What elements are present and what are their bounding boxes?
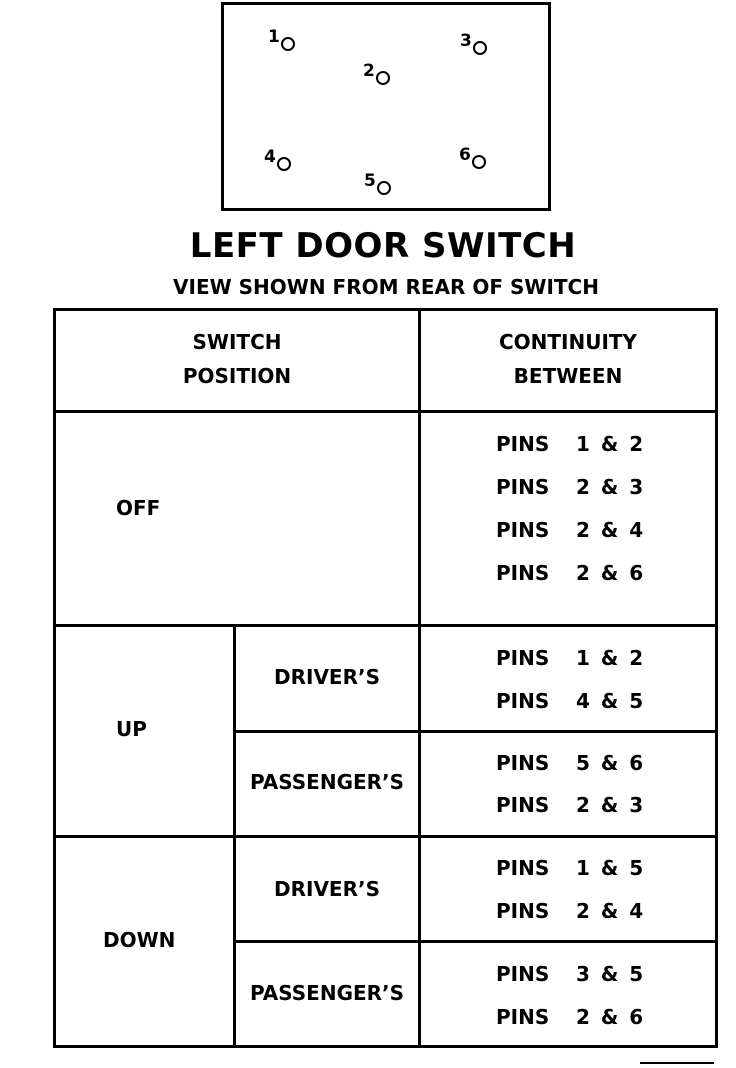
- pin-pair: 2 & 6: [576, 561, 646, 585]
- pin-pair-row: [496, 899, 645, 923]
- row-divider-up-sub: [233, 730, 715, 733]
- pins-word: PINS: [496, 646, 550, 670]
- footer-rule: [640, 1062, 714, 1064]
- pins-word: PINS: [496, 689, 550, 713]
- header-divider: [56, 410, 715, 413]
- header-position-line2: POSITION: [182, 364, 292, 388]
- page-subtitle: VIEW SHOWN FROM REAR OF SWITCH: [173, 275, 599, 299]
- pin-hole-icon: [277, 157, 291, 171]
- pin-pair: 2 & 4: [576, 899, 646, 923]
- position-down-label: DOWN: [103, 928, 176, 952]
- pins-word: PINS: [496, 793, 550, 817]
- switch-pin-diagram: [221, 2, 551, 211]
- pin-pair-row: [496, 962, 645, 986]
- header-continuity-line2: BETWEEN: [513, 364, 623, 388]
- header-continuity-between: [421, 325, 715, 393]
- header-continuity-line1: CONTINUITY: [498, 330, 638, 354]
- pins-word: PINS: [496, 751, 550, 775]
- header-position-line1: SWITCH: [192, 330, 282, 354]
- pin-2: [363, 63, 390, 85]
- up-drivers-label: DRIVER’S: [274, 665, 380, 689]
- pin-pair-row: [496, 518, 645, 542]
- pin-pair-row: [496, 793, 645, 817]
- pin-1: [268, 29, 295, 51]
- position-off-label: OFF: [116, 496, 161, 520]
- pin-pair: 2 & 3: [576, 475, 646, 499]
- pins-word: PINS: [496, 561, 550, 585]
- pin-pair: 2 & 3: [576, 793, 646, 817]
- pin-5: [364, 173, 391, 195]
- row-divider-up: [56, 835, 715, 838]
- pins-word: PINS: [496, 475, 550, 499]
- up-passengers-label: PASSENGER’S: [249, 770, 405, 794]
- pins-word: PINS: [496, 518, 550, 542]
- pin-hole-icon: [377, 181, 391, 195]
- pin-pair: 1 & 2: [576, 646, 646, 670]
- pin-pair: 5 & 6: [576, 751, 646, 775]
- header-switch-position: [56, 325, 418, 393]
- pin-pair: 1 & 2: [576, 432, 646, 456]
- down-drivers-label: DRIVER’S: [274, 877, 380, 901]
- pin-pair-row: [496, 561, 645, 585]
- pin-pair-row: [496, 1005, 645, 1029]
- position-up-label: UP: [116, 717, 147, 741]
- pin-4: [264, 149, 291, 171]
- page-title: LEFT DOOR SWITCH: [189, 226, 577, 266]
- row-divider-down-sub: [233, 940, 715, 943]
- pin-number: 2: [363, 61, 375, 81]
- pin-number: 4: [264, 147, 276, 167]
- pin-hole-icon: [281, 37, 295, 51]
- pins-word: PINS: [496, 856, 550, 880]
- pin-pair-row: [496, 646, 645, 670]
- pin-number: 3: [460, 31, 472, 51]
- down-passengers-label: PASSENGER’S: [249, 981, 405, 1005]
- pins-word: PINS: [496, 1005, 550, 1029]
- pin-number: 6: [459, 145, 471, 165]
- pin-pair: 4 & 5: [576, 689, 646, 713]
- pin-pair: 1 & 5: [576, 856, 646, 880]
- pin-pair: 2 & 6: [576, 1005, 646, 1029]
- pin-pair-row: [496, 432, 645, 456]
- pin-pair-row: [496, 856, 645, 880]
- pin-hole-icon: [472, 155, 486, 169]
- pin-hole-icon: [473, 41, 487, 55]
- pin-pair-row: [496, 751, 645, 775]
- pin-number: 1: [268, 27, 280, 47]
- pins-word: PINS: [496, 899, 550, 923]
- pin-pair: 3 & 5: [576, 962, 646, 986]
- pin-6: [459, 147, 486, 169]
- pin-pair-row: [496, 475, 645, 499]
- row-divider-off: [56, 624, 715, 627]
- pin-hole-icon: [376, 71, 390, 85]
- continuity-table: [53, 308, 718, 1048]
- pins-word: PINS: [496, 432, 550, 456]
- pin-3: [460, 33, 487, 55]
- pin-pair: 2 & 4: [576, 518, 646, 542]
- pins-word: PINS: [496, 962, 550, 986]
- pin-number: 5: [364, 171, 376, 191]
- column-divider: [418, 311, 421, 1045]
- pin-pair-row: [496, 689, 645, 713]
